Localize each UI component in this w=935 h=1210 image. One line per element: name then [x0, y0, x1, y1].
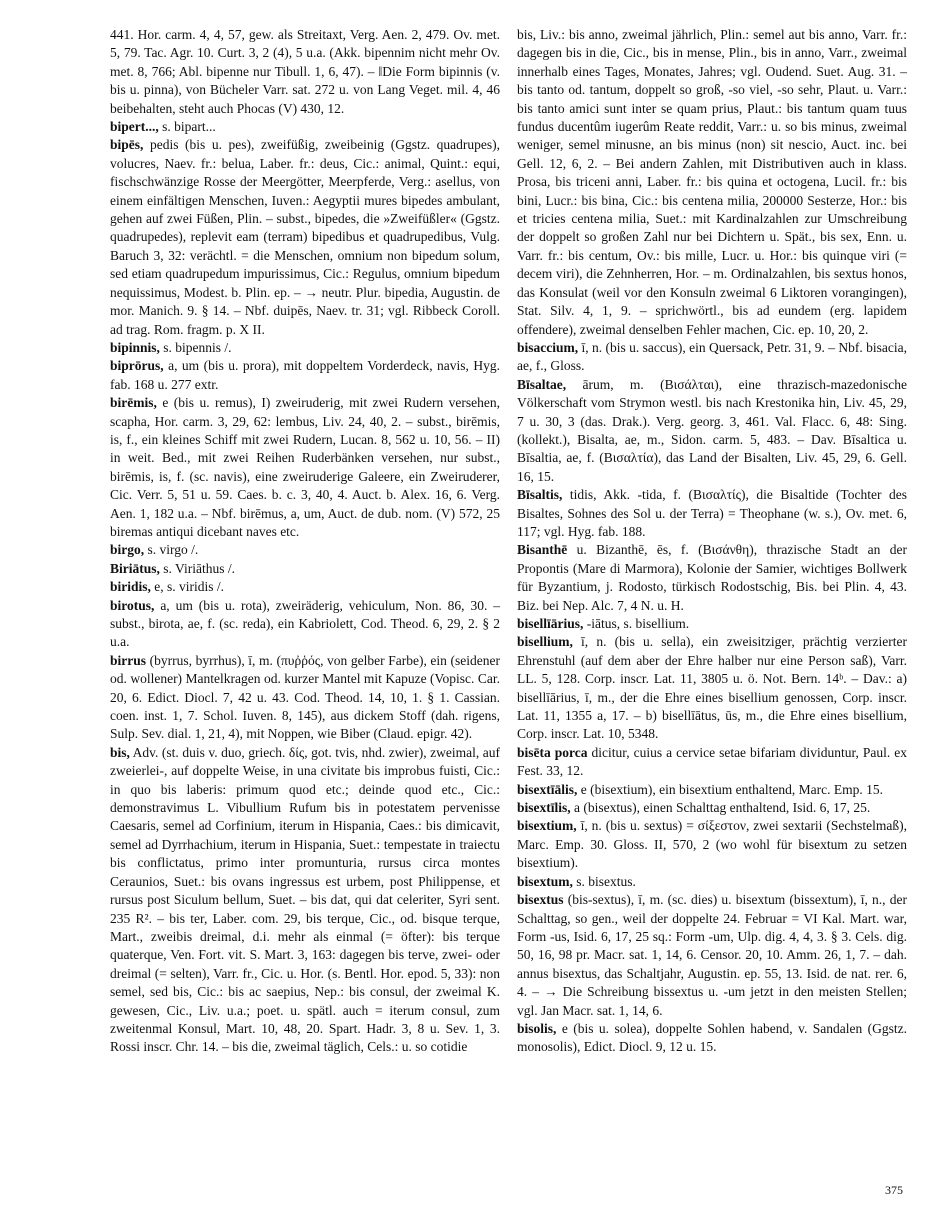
entry-text: (byrrus, byrrhus), ī, m. (πυῤῥός, von gelber Farbe), ein (seidener od. wollener) Mantelkragen od. kurzer Mantel mit Kapuze (Vopisc. Car. 20, 6. Edict. Diocl. 7, 42 u. 43. Cod. Theod. 14, 10, 1. § 1. Cassian. coen. inst. 1, 7. Schol. Iuven. 8, 145), aus dickem Stoff (dah. rigens, Sulp. Sev. dial. 1, 21, 4), mit Noppen, wie Biber (Claud. epigr. 42).	[110, 652, 500, 742]
entry-headword: bisolis,	[517, 1020, 557, 1036]
dictionary-entry	[110, 118, 500, 136]
entry-text: (bis-sextus), ī, m. (sc. dies) u. bisextum (bissextum), ī, n., der Schalttag, so gen., weil der doppelte 24. Februar = VI Kal. Mart. war, Form -us, Isid. 6, 17, 25 sq.: Form -um, Ulp. dig. 4, 4, 3. § 3. Cels. dig. 50, 16, 98 pr. Macr. sat. 1, 14, 6. Censor. 20, 10. Amm. 26, 1, 7. – dah. annus bisextus, das Schaltjahr, Augustin. ep. 55, 13. Isid. de nat. rer. 6, 4. – → Die Schreibung bissextus u. -um jetzt in den meisten Stellen; vgl. Jan Macr. sat. 1, 14, 6.	[517, 892, 907, 1018]
entry-text: ī, n. (bis u. sella), ein zweisitziger, prächtig verzierter Ehrenstuhl (auf dem aber der Ehre halber nur eine Person saß), Varr. LL. 5, 128. Corp. inscr. Lat. 11, 3805 u. ö. Not. Bern. 14ᵇ. – Dav.: a) bisellīārius, ī, m., der die Ehre eines bisellium genossen, Corp. inscr. Lat. 11, 1355 a, 17. – b) bisellīātus, ūs, m., die Ehre eines bisellium, Corp. inscr. Lat. 10, 5348.	[517, 634, 907, 742]
entry-text: s. bipart...	[158, 119, 216, 135]
right-column	[517, 26, 907, 1057]
entry-headword: bis,	[110, 744, 130, 760]
entry-headword: birotus,	[110, 597, 155, 613]
entry-text: e (bisextium), ein bisextium enthaltend, Marc. Emp. 15.	[577, 781, 883, 797]
entry-text: bis, Liv.: bis anno, zweimal jährlich, Plin.: semel aut bis anno, Varr. fr.: dagegen bis in die, Cic., bis in mense, Plin., bis in anno, Varr., zweimal innerhalb eines Tages, Monates, Jahres; vgl. Oudend. Suet. Aug. 31. – bis tanto od. tantum, doppelt so groß, -so viel, -so sehr, Plaut. u. Varr.: bis tanto amici sunt inter se quam prius, Plaut.: bis tantum quam tuus fundus ducentûm iugerûm Reate reddit, Varr.: u. so bis minus, zweimal weniger, semel minusne, an bis minus (non) sit nescio, Auct. inc. bei Gell. 12, 6, 2. – Bei andern Zahlen, mit Distributiven auch in klass. Prosa, bis triceni anni, Laber. fr.: bis quina et octogena, Lucil. fr.: bis bini, Lucr.: bis bina, Cic.: bis centena milia, 200000 Sesterze, Hor.: bis et tricies centena milia, Suet.: mit Kardinalzahlen zur Umschreibung der doppelt so großen Zahl nur bei Dichtern u. Spät., bis sex, Enn. u. Varr. fr.: bis centum, Ov.: bis mille, Lucr. u. Hor.: bis quinque viri (= decem viri), die Zehnherren, Hor. – m. Ordinalzahlen, bis sextus honos, das Konsulat (weil vor den Konsuln zweimal 6 Liktoren vorangingen), Stat. Silv. 4, 1, 9. – sprichwörtl., bis ad eundem (erg. lapidem offendere), zweimal denselben Fehler machen, Cic. ep. 10, 20, 2.	[517, 27, 907, 337]
dictionary-entry	[110, 541, 500, 559]
entry-headword: bipinnis,	[110, 339, 160, 355]
dictionary-entry	[517, 486, 907, 541]
page-number: 375	[885, 1183, 903, 1197]
left-column	[110, 26, 500, 1057]
entry-headword: Bisanthē	[517, 542, 568, 558]
entry-headword: Biriātus,	[110, 560, 160, 576]
entry-headword: Bīsaltae,	[517, 376, 567, 392]
entry-text: pedis (bis u. pes), zweifüßig, zweibeinig (Ggstz. quadrupes), volucres, Naev. fr.: belua, Laber. fr.: deus, Cic.: animal, Quint.: equi, fischschwänzige Rosse der Meergötter, Meerpferde, Verg.: asellus, von einem einfältigen Menschen, Iuven.: Aegyptii mures bipedes ambulant, gehen auf zwei Füßen, Plin. – subst., bipedes, die »Zweifüßler« (Ggstz. quadrupedes), replevit eam (terram) bipedibus et quadrupedibus, Vulg. Baruch 3, 32: verächtl. = die Menschen, omnium non bipedum solum, sed etiam quadrupedum impurissimus, Cic.: Regulus, omnium bipedum nequissimus, Modest. b. Plin. ep. – → neutr. Plur. bipedia, Augustin. de mor. Manich. 9. § 14. – Nbf. duipēs, Naev. tr. 31; vgl. Ribbeck Coroll. ad trag. Rom. fragm. p. X II.	[110, 137, 500, 337]
dictionary-entry	[517, 873, 907, 891]
entry-text: ārum, m. (Βισάλται), eine thrazisch-mazedonische Völkerschaft vom Strymon westl. bis nach Krestonika hin, Liv. 45, 29, 7 u. 30, 3 (das. Drak.). Verg. georg. 3, 461. Val. Flacc. 6, 48: Sing. (kollekt.), Bisalta, ae, m., Sidon. carm. 5, 483. – Dav. Bīsaltica u. Bīsaltia, ae, f. (Βισαλτία), das Land der Bisalten, Liv. 45, 29, 6. Gell. 16, 15.	[517, 376, 907, 484]
dictionary-entry	[517, 744, 907, 781]
entry-text: a, um (bis u. rota), zweiräderig, vehiculum, Non. 86, 30. – subst., birota, ae, f. (sc. reda), ein Kabriolett, Cod. Theod. 6, 29, 2. § 2 u.a.	[110, 597, 500, 650]
entry-headword: bipert...,	[110, 119, 159, 135]
entry-headword: bisellīārius,	[517, 616, 584, 631]
dictionary-entry	[517, 26, 907, 339]
entry-text: s. Viriāthus /.	[159, 560, 235, 576]
entry-headword: bisextum,	[517, 873, 573, 889]
dictionary-entry	[110, 394, 500, 541]
dictionary-entry	[517, 781, 907, 799]
entry-text: tidis, Akk. -tida, f. (Βισαλτίς), die Bisaltide (Tochter des Bisaltes, Sohnes des Sol u. der Terra) = Theophane (w. s.), Ov. met. 6, 117; vgl. Hyg. fab. 188.	[517, 487, 907, 539]
dictionary-entry	[517, 817, 907, 872]
dictionary-entry	[517, 541, 907, 615]
dictionary-entry	[517, 799, 907, 817]
entry-headword: bisextium,	[517, 818, 577, 834]
dictionary-entry	[517, 891, 907, 1020]
entry-headword: bisaccium,	[517, 339, 579, 355]
entry-text: s. virgo /.	[144, 542, 199, 558]
dictionary-entry	[110, 339, 500, 357]
entry-text: s. bipennis /.	[159, 339, 232, 355]
dictionary-entry	[110, 578, 500, 596]
entry-headword: birēmis,	[110, 395, 157, 411]
dictionary-entry	[110, 597, 500, 652]
dictionary-entry	[110, 560, 500, 578]
entry-headword: biridis,	[110, 579, 151, 595]
entry-text: s. bisextus.	[572, 873, 636, 889]
dictionary-entry	[110, 26, 500, 118]
dictionary-entry	[517, 1020, 907, 1057]
entry-text: ī, n. (bis u. sextus) = σίξεστον, zwei sextarii (Sechstelmaß), Marc. Emp. 30. Gloss. II, 570, 2 (wo wohl für bisextum zu setzen bisextium).	[517, 818, 907, 871]
dictionary-entry	[110, 136, 500, 338]
entry-text: -iātus, s. bisellium.	[583, 616, 690, 631]
entry-headword: Bīsaltis,	[517, 487, 563, 503]
entry-text: u. Bizanthē, ēs, f. (Βισάνθη), thrazische Stadt an der Propontis (Mare di Marmora), Kolonie der Samier, wichtiges Bollwerk für Byzantium, j. Rodosto, türkisch Rodostschig, Bis. bei Plin. 4, 43. Biz. bei Nep. Alc. 7, 4 N. u. H.	[517, 542, 907, 613]
entry-text: dicitur, cuius a cervice setae bifariam dividuntur, Paul. ex Fest. 33, 12.	[517, 744, 908, 779]
entry-text: a, um (bis u. prora), mit doppeltem Vorderdeck, navis, Hyg. fab. 168 u. 277 extr.	[110, 358, 500, 392]
entry-headword: biprōrus,	[110, 358, 164, 374]
dictionary-entry	[110, 744, 500, 1057]
dictionary-entry	[110, 652, 500, 744]
dictionary-entry	[110, 357, 500, 394]
entry-text: 441. Hor. carm. 4, 4, 57, gew. als Streitaxt, Verg. Aen. 2, 479. Ov. met. 5, 79. Tac. Agr. 10. Curt. 3, 2 (4), 5 u.a. (Akk. bipennim nicht mehr Ov. met. 8, 766; Abl. bipenne nur Tibull. 1, 6, 47). – ‖Die Form bipinnis (v. bis u. pinna), von Bücheler Varr. sat. 272 u. von Lang Veget. mil. 4, 46 beibehalten, steht auch Phocas (V) 430, 12.	[110, 27, 500, 116]
entry-text: ī, n. (bis u. saccus), ein Quersack, Petr. 31, 9. – Nbf. bisacia, ae, f., Gloss.	[517, 339, 907, 374]
entry-text: e (bis u. solea), doppelte Sohlen habend, v. Sandalen (Ggstz. monosolis), Edict. Diocl. 9, 12 u. 15.	[517, 1020, 907, 1055]
entry-headword: bisellium,	[517, 634, 573, 650]
entry-text: Adv. (st. duis v. duo, griech. δίς, got. tvis, nhd. zwier), zweimal, auf zweierlei-, auf doppelte Weise, in una civitate bis improbus fuisti, Cic.: in quo bis laberis: primum quod etc.; deinde quod etc., Cic.: demonstravimus L. Vibullium Rufum bis in potestatem pervenisse Caesaris, semel ad Corfinium, iterum in Hispania, Caes.: bis dimicavit, semel ad Dyrrhachium, iterum in Hispania, Suet.: tempestate in traiectu bis conflictatus, primo inter promunturia, rursus circa montes Ceraunios, Suet.: bis ovans ingressus est urbem, post Philippense, et rursus post Siculum bellum, Suet. – bis dat, qui dat celeriter, Syri sent. 235 R². – bis ter, Laber. com. 29, bis terque, Cic., od. bisque terque, Mart., zweibis dreimal, d.i. mehr als einmal (= öfter): bis terque quaterque, Ven. Fort. vit. S. Mart. 3, 163: dagegen bis terve, zwei- oder dreimal (= selten), Varr. fr., Cic. u. Hor. (s. Bentl. Hor. epod. 5, 33): non semel, sed bis, Cic.: bis ac saepius, Nep.: bis consul, der zweimal K. gewesen, Cic., Liv. u.a.; poet. u. spätl. auch = iterum consul, zum zweitenmal Konsul, Mart. 10, 48, 20. Spart. Hadr. 3, 8 u. Sev. 1, 3. Rossi inscr. Chr. 14. – bis die, zweimal täglich, Cels.: u. so cotidie	[110, 744, 500, 1055]
dictionary-entry	[517, 633, 907, 743]
entry-headword: birgo,	[110, 542, 145, 558]
entry-headword: birrus	[110, 652, 147, 668]
dictionary-entry	[517, 376, 907, 486]
entry-headword: bipēs,	[110, 137, 144, 153]
dictionary-entry	[517, 339, 907, 376]
entry-text: e, s. viridis /.	[150, 579, 225, 595]
entry-text: a (bisextus), einen Schalttag enthaltend, Isid. 6, 17, 25.	[570, 800, 871, 816]
dictionary-entry	[517, 615, 907, 633]
entry-headword: bisextus	[517, 892, 564, 908]
entry-headword: bisēta porca	[517, 744, 588, 760]
entry-headword: bisextīālis,	[517, 781, 578, 797]
entry-headword: bisextīlis,	[517, 800, 571, 816]
entry-text: e (bis u. remus), I) zweiruderig, mit zwei Rudern versehen, scapha, Hor. carm. 3, 29, 62: lembus, Liv. 24, 40, 2. – subst., birēmis, is, f., ein kleines Schiff mit zwei Rudern, Lucan. 8, 562 u. 10, 56. – II) in weit. Bed., mit zwei Reihen Ruderbänken versehen, nur subst., birēmis, is, f. (sc. navis), eine zweiruderige Galeere, ein Zweiruderer, Cic. Verr. 5, 51 u. 59. Caes. b. c. 3, 40, 4. Auct. b. Alex. 16, 6. Verg. Aen. 1, 182 u.a. – Nbf. birēmus, a, um, Auct. de dub. nom. (V) 572, 25 biremas antiqui dicebant naves etc.	[110, 395, 500, 539]
